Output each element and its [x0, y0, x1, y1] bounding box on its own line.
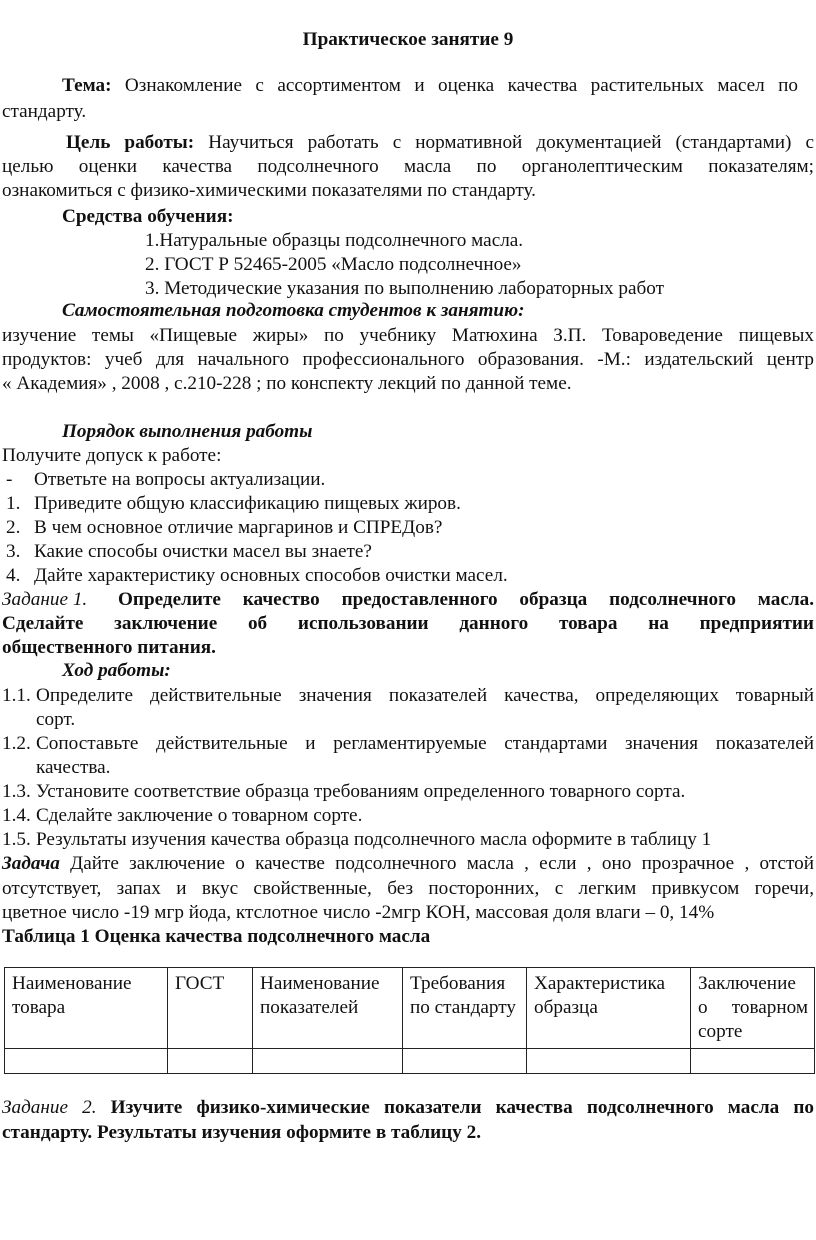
goal-label: Цель работы: — [66, 132, 195, 153]
question-marker: - — [6, 469, 13, 490]
means-item — [145, 253, 522, 277]
title-text: Практическое занятие 9 — [302, 29, 514, 50]
step-item — [2, 804, 362, 828]
goal-text-cont: целью оценки качества подсолнечного масла по органолептическим показателям; — [2, 156, 814, 177]
prep-line-3 — [2, 372, 572, 396]
topic-text: Ознакомление с ассортиментом и оценка качества растительных масел по — [111, 75, 798, 96]
question-text: В чем основное отличие маргаринов и СПРЕДов? — [34, 517, 443, 538]
step-item — [2, 780, 685, 804]
table1-title-text: Таблица 1 Оценка качества подсолнечного масла — [2, 926, 431, 947]
table-cell[interactable] — [5, 1049, 168, 1074]
table-header-cell: Наименование показателей — [253, 968, 403, 1049]
step-text: Установите соответствие образца требованиям определенного товарного сорта. — [36, 781, 686, 802]
topic-line-1 — [62, 74, 798, 98]
task2-text: Изучите физико-химические показатели качества подсолнечного масла по — [96, 1097, 814, 1118]
prep-line-1 — [2, 324, 814, 348]
means-item-text: 2. ГОСТ Р 52465-2005 «Масло подсолнечное» — [145, 254, 522, 275]
step-number: 1.1. — [2, 685, 31, 706]
means-item-text: 3. Методические указания по выполнению лабораторных работ — [145, 278, 664, 299]
means-item — [145, 277, 664, 301]
question-item — [6, 468, 325, 492]
means-item-text: 1.Натуральные образцы подсолнечного масла. — [145, 230, 524, 251]
workflow-label — [62, 659, 171, 683]
step-item-cont — [36, 708, 75, 732]
table-cell[interactable] — [691, 1049, 815, 1074]
table-header-row — [5, 968, 815, 1049]
question-item — [6, 516, 442, 540]
step-text-cont: качества. — [36, 757, 111, 778]
table-header-cell: Требования по стандарту — [403, 968, 527, 1049]
prep-text: « Академия» , 2008 , с.210-228 ; по конспекту лекций по данной теме. — [2, 373, 572, 394]
problem-text-end: цветное число -19 мгр йода, ктслотное число -2мгр КОН, массовая доля влаги – 0, 14% — [2, 902, 715, 923]
task2-line-1 — [2, 1096, 814, 1120]
step-number: 1.4. — [2, 805, 31, 826]
table-cell[interactable] — [527, 1049, 691, 1074]
problem-line-1 — [2, 852, 814, 876]
means-item — [145, 229, 523, 253]
table-header-cell: Характеристика образца — [527, 968, 691, 1049]
step-item-cont — [36, 756, 110, 780]
question-item — [6, 564, 508, 588]
step-text: Сделайте заключение о товарном сорте. — [36, 805, 363, 826]
task1-text-end: общественного питания. — [2, 637, 216, 658]
goal-line-2 — [2, 155, 814, 179]
goal-line-3 — [2, 179, 536, 203]
topic-label: Тема: — [62, 75, 112, 96]
prep-label — [62, 299, 524, 323]
goal-text-end: ознакомиться с физико-химическими показателями по стандарту. — [2, 180, 536, 201]
question-marker: 3. — [6, 541, 21, 562]
page-title — [0, 28, 816, 52]
table-cell[interactable] — [168, 1049, 253, 1074]
table-header-cell: ГОСТ — [168, 968, 253, 1049]
step-item — [2, 732, 814, 756]
goal-text: Научиться работать с нормативной документацией (стандартами) с — [194, 132, 814, 153]
task1-text: Определите качество предоставленного образца подсолнечного масла. — [118, 589, 814, 610]
order-label-text: Порядок выполнения работы — [62, 421, 313, 442]
step-number: 1.2. — [2, 733, 31, 754]
topic-text-cont: стандарту. — [2, 101, 87, 122]
means-label-text: Средства обучения: — [62, 206, 234, 227]
task1-line-1 — [2, 588, 814, 612]
means-label — [62, 205, 233, 229]
question-marker: 4. — [6, 565, 21, 586]
table-header-cell: Заключение о товарном сорте — [691, 968, 815, 1049]
step-item — [2, 828, 711, 852]
table-cell[interactable] — [403, 1049, 527, 1074]
question-item — [6, 492, 461, 516]
table-row — [5, 1049, 815, 1074]
problem-label: Задача — [2, 853, 60, 874]
question-item — [6, 540, 372, 564]
task1-text-cont: Сделайте заключение об использовании данного товара на предприятии — [2, 613, 814, 634]
workflow-label-text: Ход работы: — [62, 660, 171, 681]
step-number: 1.3. — [2, 781, 31, 802]
step-text: Сопоставьте действительные и регламентируемые стандартами значения показателей — [36, 733, 814, 754]
question-marker: 1. — [6, 493, 21, 514]
step-text-cont: сорт. — [36, 709, 76, 730]
prep-text: изучение темы «Пищевые жиры» по учебнику Матюхина З.П. Товароведение пищевых — [2, 325, 814, 346]
problem-text: Дайте заключение о качестве подсолнечного масла , если , оно прозрачное , отстой — [59, 853, 814, 874]
table-header-cell: Наименование товара — [5, 968, 168, 1049]
table-cell[interactable] — [253, 1049, 403, 1074]
step-number: 1.5. — [2, 829, 31, 850]
question-text: Приведите общую классификацию пищевых жиров. — [34, 493, 461, 514]
step-text: Результаты изучения качества образца подсолнечного масла оформите в таблицу 1 — [36, 829, 712, 850]
goal-line-1 — [66, 131, 814, 155]
step-text: Определите действительные значения показателей качества, определяющих товарный — [36, 685, 814, 706]
quality-table — [4, 967, 815, 1074]
task2-label: Задание 2. — [2, 1097, 97, 1118]
order-label — [62, 420, 312, 444]
question-text: Ответьте на вопросы актуализации. — [34, 469, 326, 490]
table1-title — [2, 925, 430, 949]
task1-label: Задание 1. — [2, 589, 88, 610]
question-text: Какие способы очистки масел вы знаете? — [34, 541, 372, 562]
problem-line-3 — [2, 901, 714, 925]
admission-text-span: Получите допуск к работе: — [2, 445, 222, 466]
problem-line-2 — [2, 877, 814, 901]
task2-line-2 — [2, 1121, 481, 1145]
task1-line-3 — [2, 636, 216, 660]
admission-text — [2, 444, 221, 468]
task2-text-end: стандарту. Результаты изучения оформите в таблицу 2. — [2, 1122, 482, 1143]
prep-label-text: Самостоятельная подготовка студентов к занятию: — [62, 300, 525, 321]
task1-line-2 — [2, 612, 814, 636]
problem-text-cont: отсутствует, запах и вкус свойственные, без посторонних, с легким привкусом горечи, — [2, 878, 814, 899]
step-item — [2, 684, 814, 708]
question-marker: 2. — [6, 517, 21, 538]
topic-line-2 — [2, 100, 86, 124]
prep-text: продуктов: учеб для начального профессионального образования. -М.: издательский центр — [2, 349, 814, 370]
prep-line-2 — [2, 348, 814, 372]
question-text: Дайте характеристику основных способов очистки масел. — [34, 565, 508, 586]
